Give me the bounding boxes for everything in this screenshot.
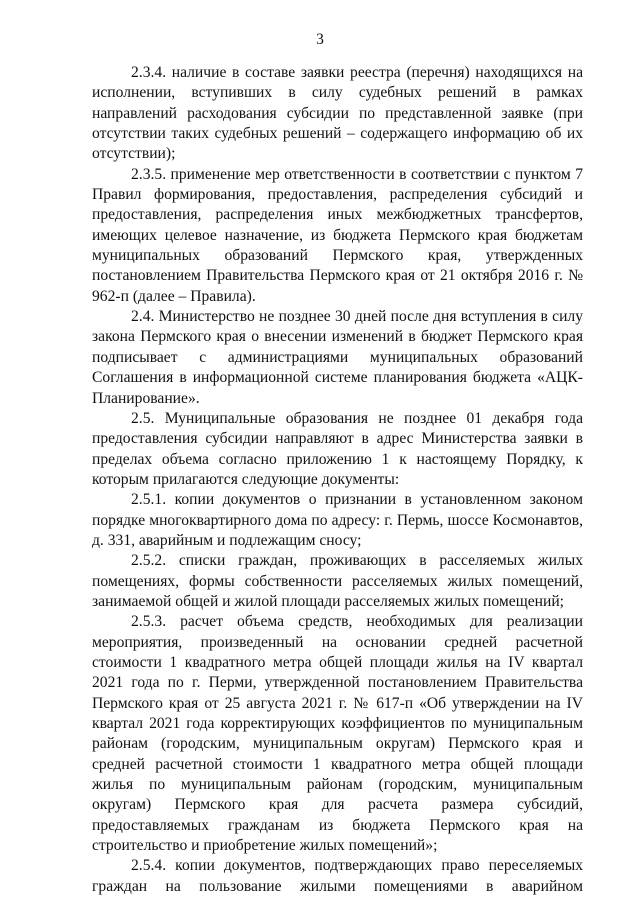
paragraph-2-5-3: 2.5.3. расчет объема средств, необходимых для реализации мероприятия, произведенный на основании средней расчетной стоимости 1 квадратного метра общей площади жилья на IV квартал 2021 года по г. Перми, утвержденной постановлением Правительства Пермского края от 25 августа 2021 г. № 617-п «Об утверждении на IV квартал 2021 года корректирующих коэффициентов по муниципальным районам (городским, муниципальным округам) Пермского края и средней расчетной стоимости 1 квадратного метра общей площади жилья по муниципальным районам (городским, муниципальным округам) Пермского края для расчета размера субсидий, предоставляемых гражданам из бюджета Пермского края на строительство и приобретение жилых помещений»; — [92, 613, 583, 855]
paragraph-2-3-5: 2.3.5. применение мер ответственности в соответствии с пунктом 7 Правил формирования, предоставления, распределения субсидий и предоставления, распределения иных межбюджетных трансфертов, имеющих целевое назначение, из бюджета Пермского края бюджетам муниципальных образований Пермского края, утвержденных постановлением Правительства Пермского края от 21 октября 2016 г. № 962-п (далее – Правила). — [92, 165, 583, 305]
paragraph-2-5-2: 2.5.2. списки граждан, проживающих в расселяемых жилых помещениях, формы собственности расселяемых жилых помещений, занимаемой общей и жилой площади расселяемых жилых помещений; — [92, 552, 583, 610]
paragraph-2-4: 2.4. Министерство не позднее 30 дней после дня вступления в силу закона Пермского края о внесении изменений в бюджет Пермского края подписывает с администрациями муниципальных образований Соглашения в информационной системе планирования бюджета «АЦК-Планирование». — [92, 308, 583, 407]
paragraph-2-5-1: 2.5.1. копии документов о признании в установленном законом порядке многоквартирного дома по адресу: г. Пермь, шоссе Космонавтов, д. 331, аварийным и подлежащим сносу; — [92, 491, 583, 549]
paragraph-2-3-4: 2.3.4. наличие в составе заявки реестра (перечня) находящихся на исполнении, вступивших в силу судебных решений в рамках направлений расходования субсидии по представленной заявке (при отсутствии таких судебных решений – содержащего информацию об их отсутствии); — [92, 64, 583, 163]
paragraph-2-5-4: 2.5.4. копии документов, подтверждающих право переселяемых граждан на пользование жилыми помещениями в аварийном — [92, 857, 583, 895]
page-number: 3 — [316, 31, 324, 48]
paragraph-2-5: 2.5. Муниципальные образования не позднее 01 декабря года предоставления субсидии направляют в адрес Министерства заявки в пределах объема согласно приложению 1 к настоящему Порядку, к которым прилагаются следующие документы: — [92, 409, 583, 488]
document-body — [92, 63, 583, 897]
